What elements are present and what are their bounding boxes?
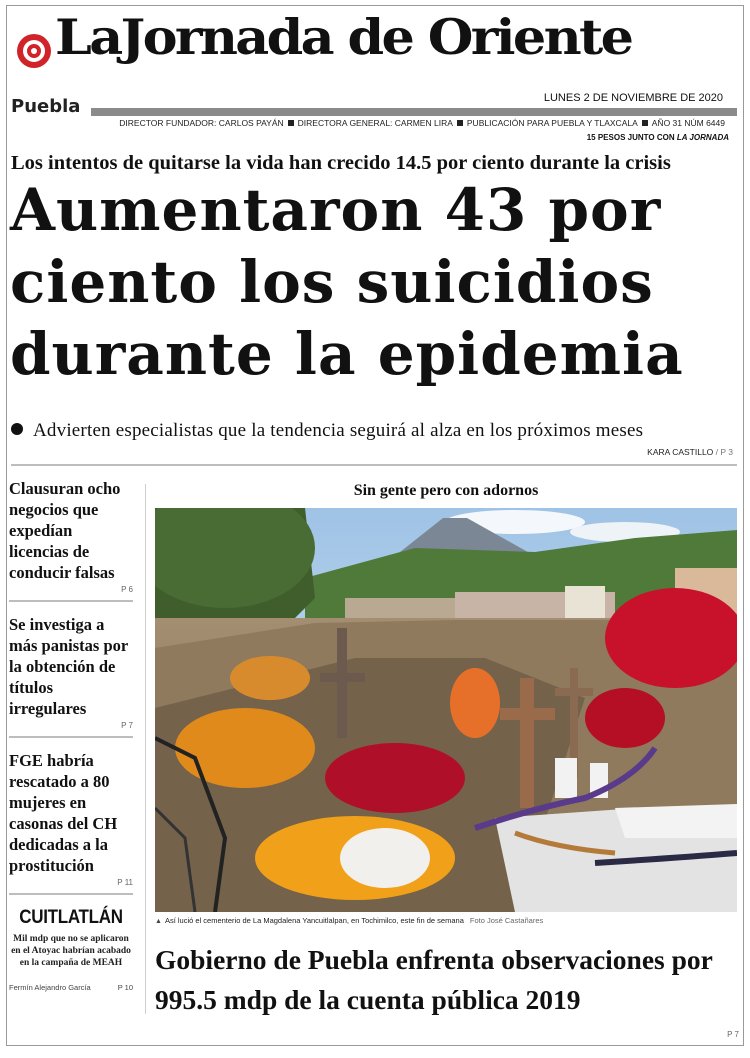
cemetery-photo-illustration [155,508,737,912]
price-paper: LA JORNADA [676,133,729,142]
lead-headline[interactable] [10,174,740,390]
column-title: CUITLATLÁN [19,905,123,928]
front-page [6,5,744,1046]
lead-kicker: Los intentos de quitarse la vida han crecido 14.5 por ciento durante la crisis [11,152,671,174]
lead-byline [647,447,733,457]
left-story-title: Se investiga a más panistas por la obtención de títulos irregulares [9,615,128,718]
left-story[interactable] [9,614,133,730]
byline-page: / P 3 [715,447,733,457]
left-story-title: FGE habría rescatado a 80 mujeres en casonas del CH dedicadas a la prostitución [9,751,118,875]
logo-sun-icon [13,30,55,72]
lead-subhead-text: Advierten especialistas que la tendencia seguirá al alza en los próximos meses [33,420,644,441]
triangle-icon: ▲ [155,918,162,925]
bottom-page: P 7 [727,1030,739,1039]
photo-title: Sin gente pero con adornos [353,482,539,499]
staff-publication: PUBLICACIÓN PARA PUEBLA Y TLAXCALA [466,118,638,128]
lead-headline-line: Aumentaron 43 por [10,176,662,244]
column-page: P 10 [117,983,133,992]
lead-headline-line: durante la epidemia [10,320,684,388]
left-story-page: P 6 [121,585,133,594]
staff-founder: DIRECTOR FUNDADOR: CARLOS PAYÁN [119,118,284,128]
price-line [587,133,729,142]
bottom-headline[interactable]: Gobierno de Puebla enfrenta observaciones por 995.5 mdp de la cuenta pública 2019 [155,944,713,1015]
left-divider [9,736,133,738]
staff-issue: AÑO 31 NÚM 6449 [651,118,725,128]
staff-line [11,118,725,128]
photo-caption-text: Así lució el cementerio de La Magdalena Yancuitlalpan, en Tochimilco, este fin de semana [164,916,464,925]
issue-date: LUNES 2 DE NOVIEMBRE DE 2020 [543,92,723,104]
left-story[interactable] [9,750,133,887]
newspaper-logo[interactable]: LaJornada de Oriente [55,8,632,66]
staff-director: DIRECTORA GENERAL: CARMEN LIRA [297,118,453,128]
city-bar [91,108,737,116]
column-separator [145,484,146,1014]
photo-credit: Foto José Castañares [469,916,544,925]
left-divider [9,893,133,895]
column-text: Mil mdp que no se aplicaron en el Atoyac habrían acabado en la campaña de MEAH [11,934,131,968]
column-box[interactable] [9,907,133,992]
left-story[interactable] [9,478,133,594]
lead-headline-line: ciento los suicidios [10,248,654,316]
left-column [9,478,133,992]
photo-caption [155,916,737,925]
price-text: 15 PESOS JUNTO CON [586,133,675,142]
bullet-icon [11,423,23,435]
left-story-page: P 7 [121,721,133,730]
city-label: Puebla [11,96,81,117]
masthead [11,8,741,90]
column-author: Fermín Alejandro García [9,983,91,992]
lead-subhead [11,420,737,442]
section-divider [11,464,737,466]
left-divider [9,600,133,602]
left-story-title: Clausuran ocho negocios que expedían licencias de conducir falsas [9,479,121,582]
column-credit [9,983,133,992]
left-story-page: P 11 [117,878,133,887]
cemetery-photo[interactable] [155,508,737,912]
byline-author: KARA CASTILLO [647,447,714,457]
